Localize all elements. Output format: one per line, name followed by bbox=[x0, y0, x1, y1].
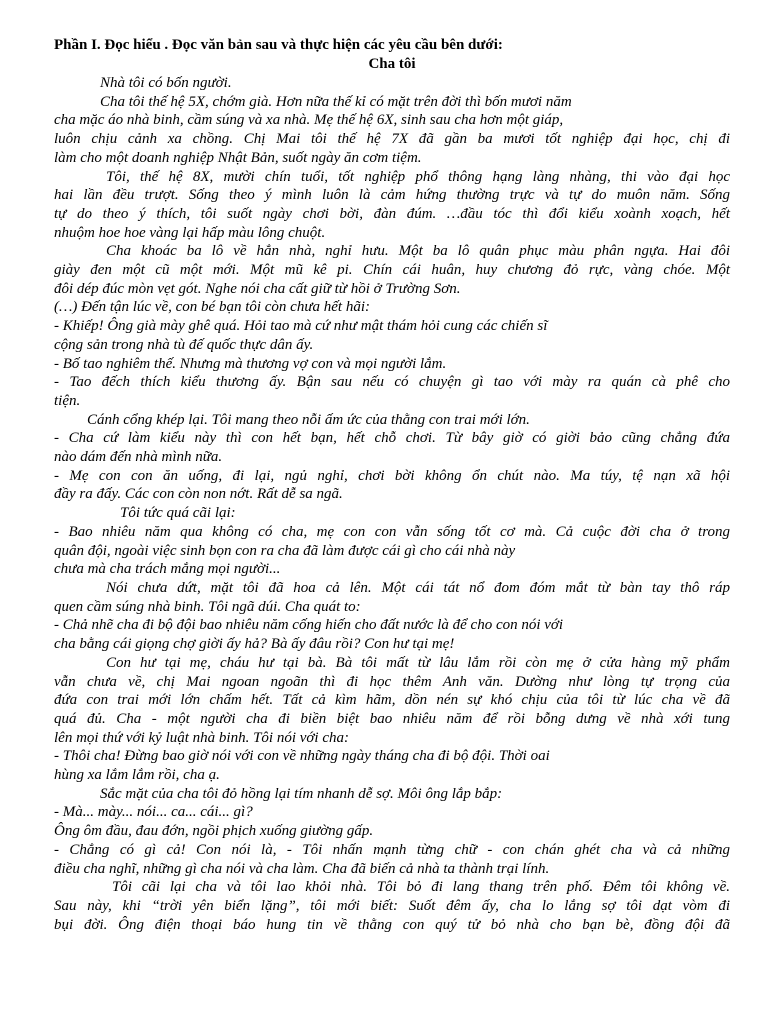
text-line: cha bằng cái giọng chợ giời ấy hả? Bà ấy đâu rồi? Con hư tại mẹ! bbox=[54, 636, 455, 653]
text-line: cha mặc áo nhà binh, cầm súng và xa nhà. Mẹ thế hệ 6X, sinh sau cha hơn một giáp, bbox=[54, 112, 564, 129]
text-line: quá đủ. Cha - một người cha đi biền biệt bao nhiêu năm để rồi bỗng dưng về nhà xới tung bbox=[54, 710, 730, 727]
text-line: tiện. bbox=[54, 392, 81, 409]
text-line: đứa con trai mới lớn chấm hết. Tất cả kìm hãm, dồn nén sự khó chịu của tôi từ lúc cha về đã bbox=[54, 692, 730, 709]
text-line: hai lần đều trượt. Sống theo ý mình luôn là cảm hứng thường trực và tự do muôn năm. Sống bbox=[54, 187, 730, 204]
text-line: (…) Đến tận lúc về, con bé bạn tôi còn chưa hết hãi: bbox=[54, 299, 371, 316]
document-title: Cha tôi bbox=[368, 56, 416, 72]
text-line: cộng sản trong nhà tù đế quốc thực dân ấy. bbox=[54, 336, 314, 353]
text-line: Tôi tức quá cãi lại: bbox=[120, 505, 236, 522]
text-line: tự do theo ý thích, tôi suốt ngày chơi bời, đàn đúm. …đầu tóc thì đổi kiểu xoành xoạch, hết bbox=[54, 205, 730, 222]
text-line: - Tao đếch thích kiểu thương ấy. Bận sau nếu có chuyện gì tao với mày ra quán cà phê cho bbox=[54, 374, 730, 391]
text-line: quân đội, ngoài việc sinh bọn con ra cha đã làm được cái gì cho cái nhà này bbox=[54, 542, 516, 559]
text-line: Cánh cổng khép lại. Tôi mang theo nỗi ấm ức của thằng con trai mới lớn. bbox=[87, 411, 530, 428]
text-line: chưa mà cha trách mắng mọi người... bbox=[54, 561, 281, 578]
text-line: - Chẳng có gì cả! Con nói là, - Tôi nhấn mạnh từng chữ - con chán ghét cha và cả những bbox=[54, 841, 730, 858]
text-line: Sau này, khi “trời yên biển lặng”, tôi mới biết: Suốt đêm ấy, cha lo lắng sợ tôi dạt vòm đi bbox=[54, 897, 730, 914]
text-line: Ông ôm đầu, đau đớn, ngồi phịch xuống giường gấp. bbox=[54, 823, 374, 840]
text-line: - Bố tao nghiêm thế. Nhưng mà thương vợ con và mọi người lắm. bbox=[54, 355, 447, 372]
document-page bbox=[54, 36, 730, 934]
text-line: nhuộm hoe hoe vàng lại hấp màu lông chuột. bbox=[54, 224, 326, 241]
text-line: Nhà tôi có bốn người. bbox=[100, 75, 232, 91]
text-line: - Mẹ con con ăn uống, đi lại, ngủ nghỉ, chơi bời không ổn chút nào. Ma túy, tệ nạn xã hội bbox=[54, 467, 730, 484]
text-line: giày đen một cũ một mới. Một mũ kê pi. Chín cái huân, huy chương đỏ rực, vàng chóe. Một bbox=[54, 262, 730, 279]
text-line: Cha tôi thế hệ 5X, chớm già. Hơn nữa thế kỉ có mặt trên đời thì bốn mươi năm bbox=[100, 93, 572, 110]
text-line: - Chả nhẽ cha đi bộ đội bao nhiêu năm cống hiến cho đất nước là để cho con nói với bbox=[54, 617, 564, 634]
text-line: - Mà... mày... nói... ca... cái... gì? bbox=[54, 804, 253, 821]
text-line: Con hư tại mẹ, cháu hư tại bà. Bà tôi mất từ lâu lắm rồi còn mẹ ở cửa hàng mỹ phẩm bbox=[106, 654, 730, 671]
text-line: Nói chưa dứt, mặt tôi đã hoa cả lên. Một cái tát nổ đom đóm mắt từ bàn tay thô ráp bbox=[106, 579, 730, 596]
text-line: bụi đời. Ông điện thoại báo hung tin về thằng con quý tử bỏ nhà cho bạn bè, đồng đội đã bbox=[54, 916, 730, 933]
section-heading: Phần I. Đọc hiểu . Đọc văn bản sau và thực hiện các yêu cầu bên dưới: bbox=[54, 37, 503, 53]
text-line: Sắc mặt của cha tôi đỏ hồng lại tím nhanh dễ sợ. Môi ông lắp bắp: bbox=[100, 785, 503, 802]
text-line: hùng xa lắm lắm rồi, cha ạ. bbox=[54, 767, 220, 784]
text-line: điều cha nghĩ, những gì cha nói và cha làm. Cha đã biến cả nhà ta thành trại lính. bbox=[54, 860, 550, 877]
text-line: đầy ra đấy. Các con còn non nớt. Rất dễ sa ngã. bbox=[54, 486, 343, 503]
text-line: - Thôi cha! Đừng bao giờ nói với con về những ngày tháng cha đi bộ đội. Thời oai bbox=[54, 748, 550, 765]
text-line: - Cha cứ làm kiểu này thì con hết bạn, hết chỗ chơi. Từ bây giờ có giời bảo cũng chẳng đứa bbox=[54, 430, 730, 447]
text-line: Cha khoác ba lô về hẳn nhà, nghỉ hưu. Một ba lô quân phục màu phân ngựa. Hai đôi bbox=[106, 243, 730, 260]
text-line: quen cầm súng nhà binh. Tôi ngã dúi. Cha quát to: bbox=[54, 598, 361, 615]
text-line: - Khiếp! Ông già mày ghê quá. Hỏi tao mà cứ như mật thám hỏi cung các chiến sĩ bbox=[54, 318, 548, 335]
text-line: vẫn chưa về, chị Mai ngoan ngoãn thì đi học thêm Anh văn. Dường như lòng tự trọng của bbox=[54, 673, 730, 690]
text-line: - Bao nhiêu năm qua không có cha, mẹ con con vẫn sống tốt cơ mà. Cả cuộc đời cha ở trong bbox=[54, 523, 730, 540]
text-line: luôn chịu cảnh xa chồng. Chị Mai tôi thế hệ 7X đã gần ba mươi tốt nghiệp đại học, chị đi bbox=[54, 131, 730, 148]
text-line: đôi dép đúc mòn vẹt gót. Nghe nói cha cất giữ từ hồi ở Trường Sơn. bbox=[54, 280, 461, 297]
text-line: Tôi, thế hệ 8X, mười chín tuổi, tốt nghiệp phổ thông hạng làng nhàng, thi vào đại học bbox=[106, 168, 730, 185]
text-line: nào dám đến nhà mình nữa. bbox=[54, 449, 223, 466]
document-body bbox=[54, 74, 730, 934]
text-line: lên mọi thứ với kỷ luật nhà binh. Tôi nói với cha: bbox=[54, 729, 349, 746]
text-line: làm cho một doanh nghiệp Nhật Bản, suốt ngày ăn cơm tiệm. bbox=[54, 149, 422, 166]
text-line: Tôi cãi lại cha và tôi lao khỏi nhà. Tôi bỏ đi lang thang trên phố. Đêm tôi không về. bbox=[112, 879, 730, 896]
